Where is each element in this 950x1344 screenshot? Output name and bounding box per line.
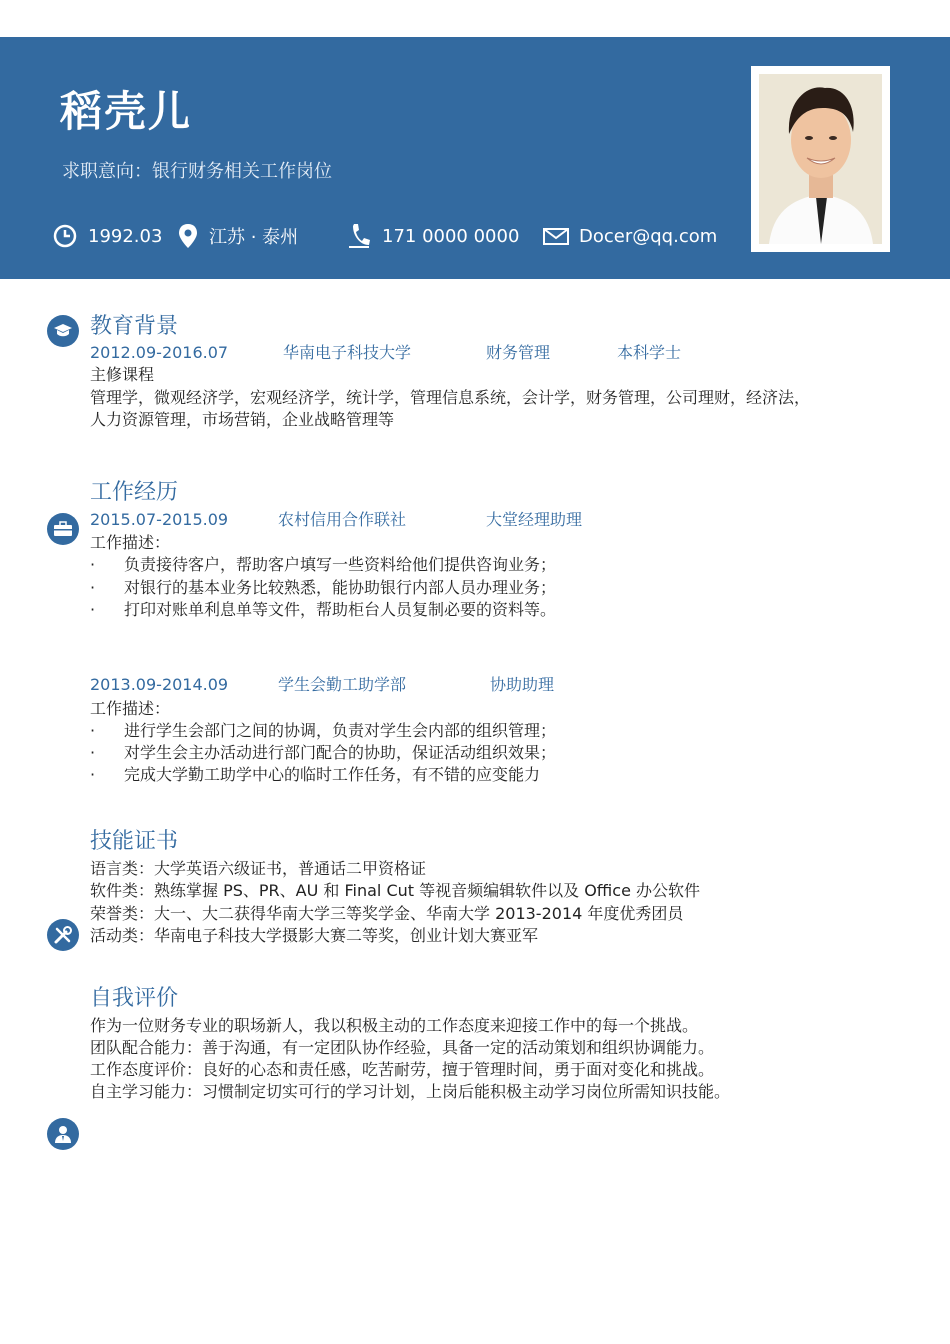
location: 江苏 · 泰州 (209, 227, 299, 248)
birth-date: 1992.03 (88, 225, 163, 247)
phone-icon (348, 222, 372, 250)
birth-contact (52, 222, 162, 250)
mail-icon (543, 226, 569, 246)
location-contact (177, 222, 298, 250)
job-role: 大堂经理助理 (486, 510, 583, 529)
tools-icon (53, 925, 73, 945)
job-desc-label: 工作描述： (90, 699, 171, 718)
person-icon (54, 1124, 72, 1144)
education-major: 财务管理 (486, 343, 551, 362)
self-eval-line: 工作态度评价：良好的心态和责任感，吃苦耐劳，擅于管理时间，勇于面对变化和挑战。 (90, 1060, 715, 1079)
phone-number: 171 0000 0000 (382, 225, 520, 247)
profile-photo (759, 74, 882, 244)
job-period: 2013.09-2014.09 (90, 675, 229, 694)
skill-line: 软件类：熟练掌握 PS、PR、AU 和 Final Cut 等视音频编辑软件以及 Office 办公软件 (90, 881, 700, 900)
courses-line: 管理学，微观经济学，宏观经济学，统计学，管理信息系统，会计学，财务管理，公司理财，经济法， (90, 388, 811, 407)
job-role: 协助助理 (490, 675, 555, 694)
self-eval-line: 作为一位财务专业的职场新人，我以积极主动的工作态度来迎接工作中的每一个挑战。 (90, 1016, 699, 1035)
education-period: 2012.09-2016.07 (90, 343, 229, 362)
courses-line: 人力资源管理，市场营销，企业战略管理等 (90, 410, 395, 429)
portrait-illustration (759, 74, 882, 244)
self-eval-title: 自我评价 (90, 986, 179, 1011)
profile-photo-frame (751, 66, 890, 252)
skill-line: 语言类：大学英语六级证书，普通话二甲资格证 (90, 859, 427, 878)
location-pin-icon (177, 223, 199, 249)
job-org: 学生会勤工助学部 (278, 675, 407, 694)
clock-icon (52, 223, 78, 249)
education-title: 教育背景 (90, 314, 179, 339)
phone-contact (348, 222, 519, 250)
work-section-icon (47, 513, 79, 545)
self-eval-line: 团队配合能力：善于沟通，有一定团队协作经验，具备一定的活动策划和组织协调能力。 (90, 1038, 715, 1057)
self-eval-line: 自主学习能力：习惯制定切实可行的学习计划，上岗后能积极主动学习岗位所需知识技能。 (90, 1082, 731, 1101)
email-address: Docer@qq.com (579, 225, 718, 247)
education-section-icon (47, 315, 79, 347)
email-contact (543, 222, 717, 250)
job-desc-label: 工作描述： (90, 533, 171, 552)
job-period: 2015.07-2015.09 (90, 510, 229, 529)
briefcase-icon (53, 521, 73, 537)
candidate-name: 稻壳儿 (60, 87, 193, 136)
job-intent: 求职意向：银行财务相关工作岗位 (62, 161, 332, 182)
education-degree: 本科学士 (617, 343, 682, 362)
graduation-cap-icon (53, 323, 73, 339)
education-school: 华南电子科技大学 (283, 343, 412, 362)
work-title: 工作经历 (90, 480, 179, 505)
skills-title: 技能证书 (90, 829, 179, 854)
skill-line: 活动类：华南电子科技大学摄影大赛二等奖，创业计划大赛亚军 (90, 926, 539, 945)
skill-line: 荣誉类：大一、大二获得华南大学三等奖学金、华南大学 2013-2014 年度优秀团员 (90, 904, 684, 923)
courses-label: 主修课程 (90, 365, 155, 384)
job-org: 农村信用合作联社 (278, 510, 407, 529)
self-eval-section-icon (47, 1118, 79, 1150)
skills-section-icon (47, 919, 79, 951)
